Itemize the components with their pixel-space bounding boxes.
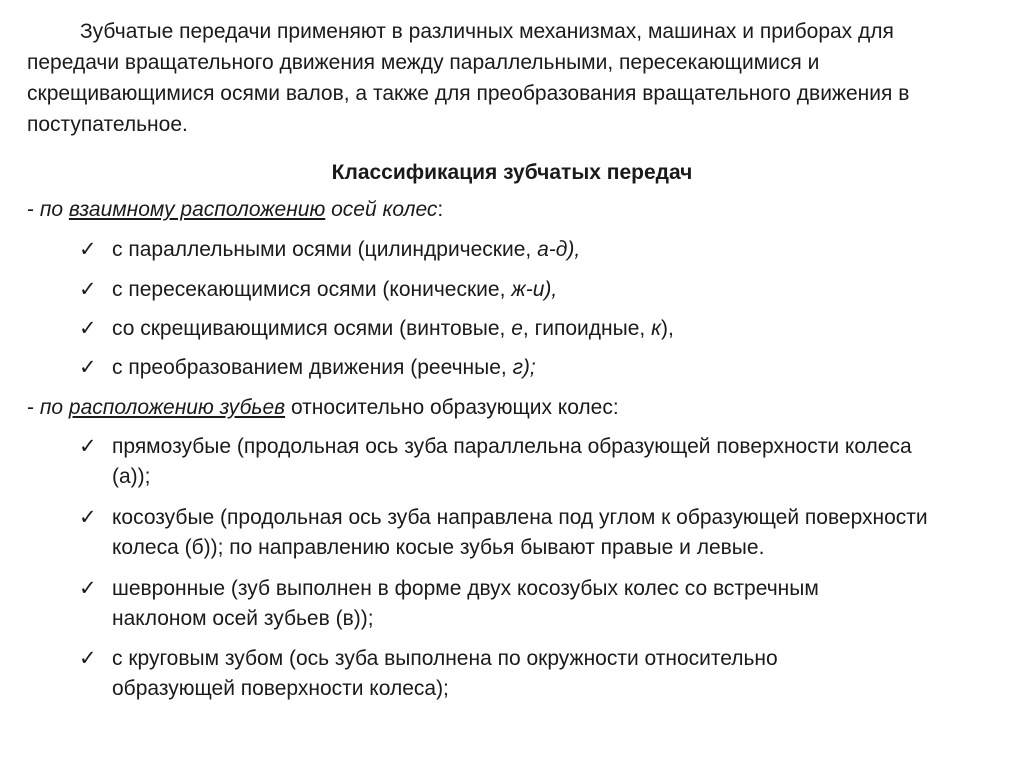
item-text: прямозубые (продольная ось зуба параллельна образующей поверхности колеса (а)); <box>112 435 912 488</box>
check-mark-icon: ✓ <box>79 317 97 340</box>
category-rest: относительно образующих колес: <box>285 396 619 419</box>
item-italic: к <box>651 317 661 340</box>
item-text: шевронные (зуб выполнен в форме двух косозубых колес со встречным наклоном осей зубьев (в)); <box>112 577 819 630</box>
intro-text: Зубчатые передачи применяют в различных механизмах, машинах и приборах для передачи вращательного движения между параллельными, пересекающимися и скрещивающимися осями валов, а также для преобразования вращательного движения в поступательное. <box>27 20 910 136</box>
check-mark-icon: ✓ <box>79 278 97 301</box>
list-item <box>79 432 919 492</box>
item-tail: ); <box>522 356 536 379</box>
item-text: с пересекающимися осями (конические, <box>112 278 512 301</box>
check-mark-icon: ✓ <box>79 238 97 261</box>
category-underlined: взаимному расположению <box>68 198 326 221</box>
item-text: с круговым зубом (ось зуба выполнена по окружности относительно образующей поверхности колеса); <box>112 647 778 700</box>
list-item <box>79 644 879 704</box>
item-text: с преобразованием движения (реечные, <box>112 356 513 379</box>
check-mark-icon: ✓ <box>79 506 97 529</box>
intro-paragraph <box>27 16 987 140</box>
list-item <box>79 574 859 634</box>
category-dash: - <box>27 198 40 221</box>
category-prefix: по <box>39 198 69 221</box>
list-item <box>79 503 999 563</box>
category-dash: - <box>27 396 40 419</box>
item-tail: ), <box>660 317 674 340</box>
category-underlined: расположению зубьев <box>68 396 286 419</box>
check-mark-icon: ✓ <box>79 577 97 600</box>
check-mark-icon: ✓ <box>79 356 97 379</box>
category-suffix: : <box>437 198 444 221</box>
category-mid: осей колес <box>325 198 438 221</box>
item-text: со скрещивающимися осями (винтовые, <box>112 317 512 340</box>
category-mutual-arrangement <box>27 194 443 225</box>
item-text: косозубые (продольная ось зуба направлена под углом к образующей поверхности колеса (б)); по направлению косые зубья бывают правые и левые. <box>112 506 928 559</box>
item-italic: г <box>512 356 523 379</box>
category-teeth-arrangement <box>27 392 619 423</box>
item-italic: е <box>511 317 523 340</box>
item-text: с параллельными осями (цилиндрические, <box>112 238 538 261</box>
list-item <box>79 353 999 383</box>
check-mark-icon: ✓ <box>79 435 97 458</box>
category-prefix: по <box>39 396 69 419</box>
section-heading: Классификация зубчатых передач <box>331 161 693 184</box>
item-mid: , гипоидные, <box>522 317 652 340</box>
list-item <box>79 275 999 305</box>
list-item <box>79 314 999 344</box>
list-item <box>79 235 999 265</box>
check-mark-icon: ✓ <box>79 647 97 670</box>
item-italic: а-д), <box>537 238 581 261</box>
item-italic: ж-и), <box>511 278 558 301</box>
